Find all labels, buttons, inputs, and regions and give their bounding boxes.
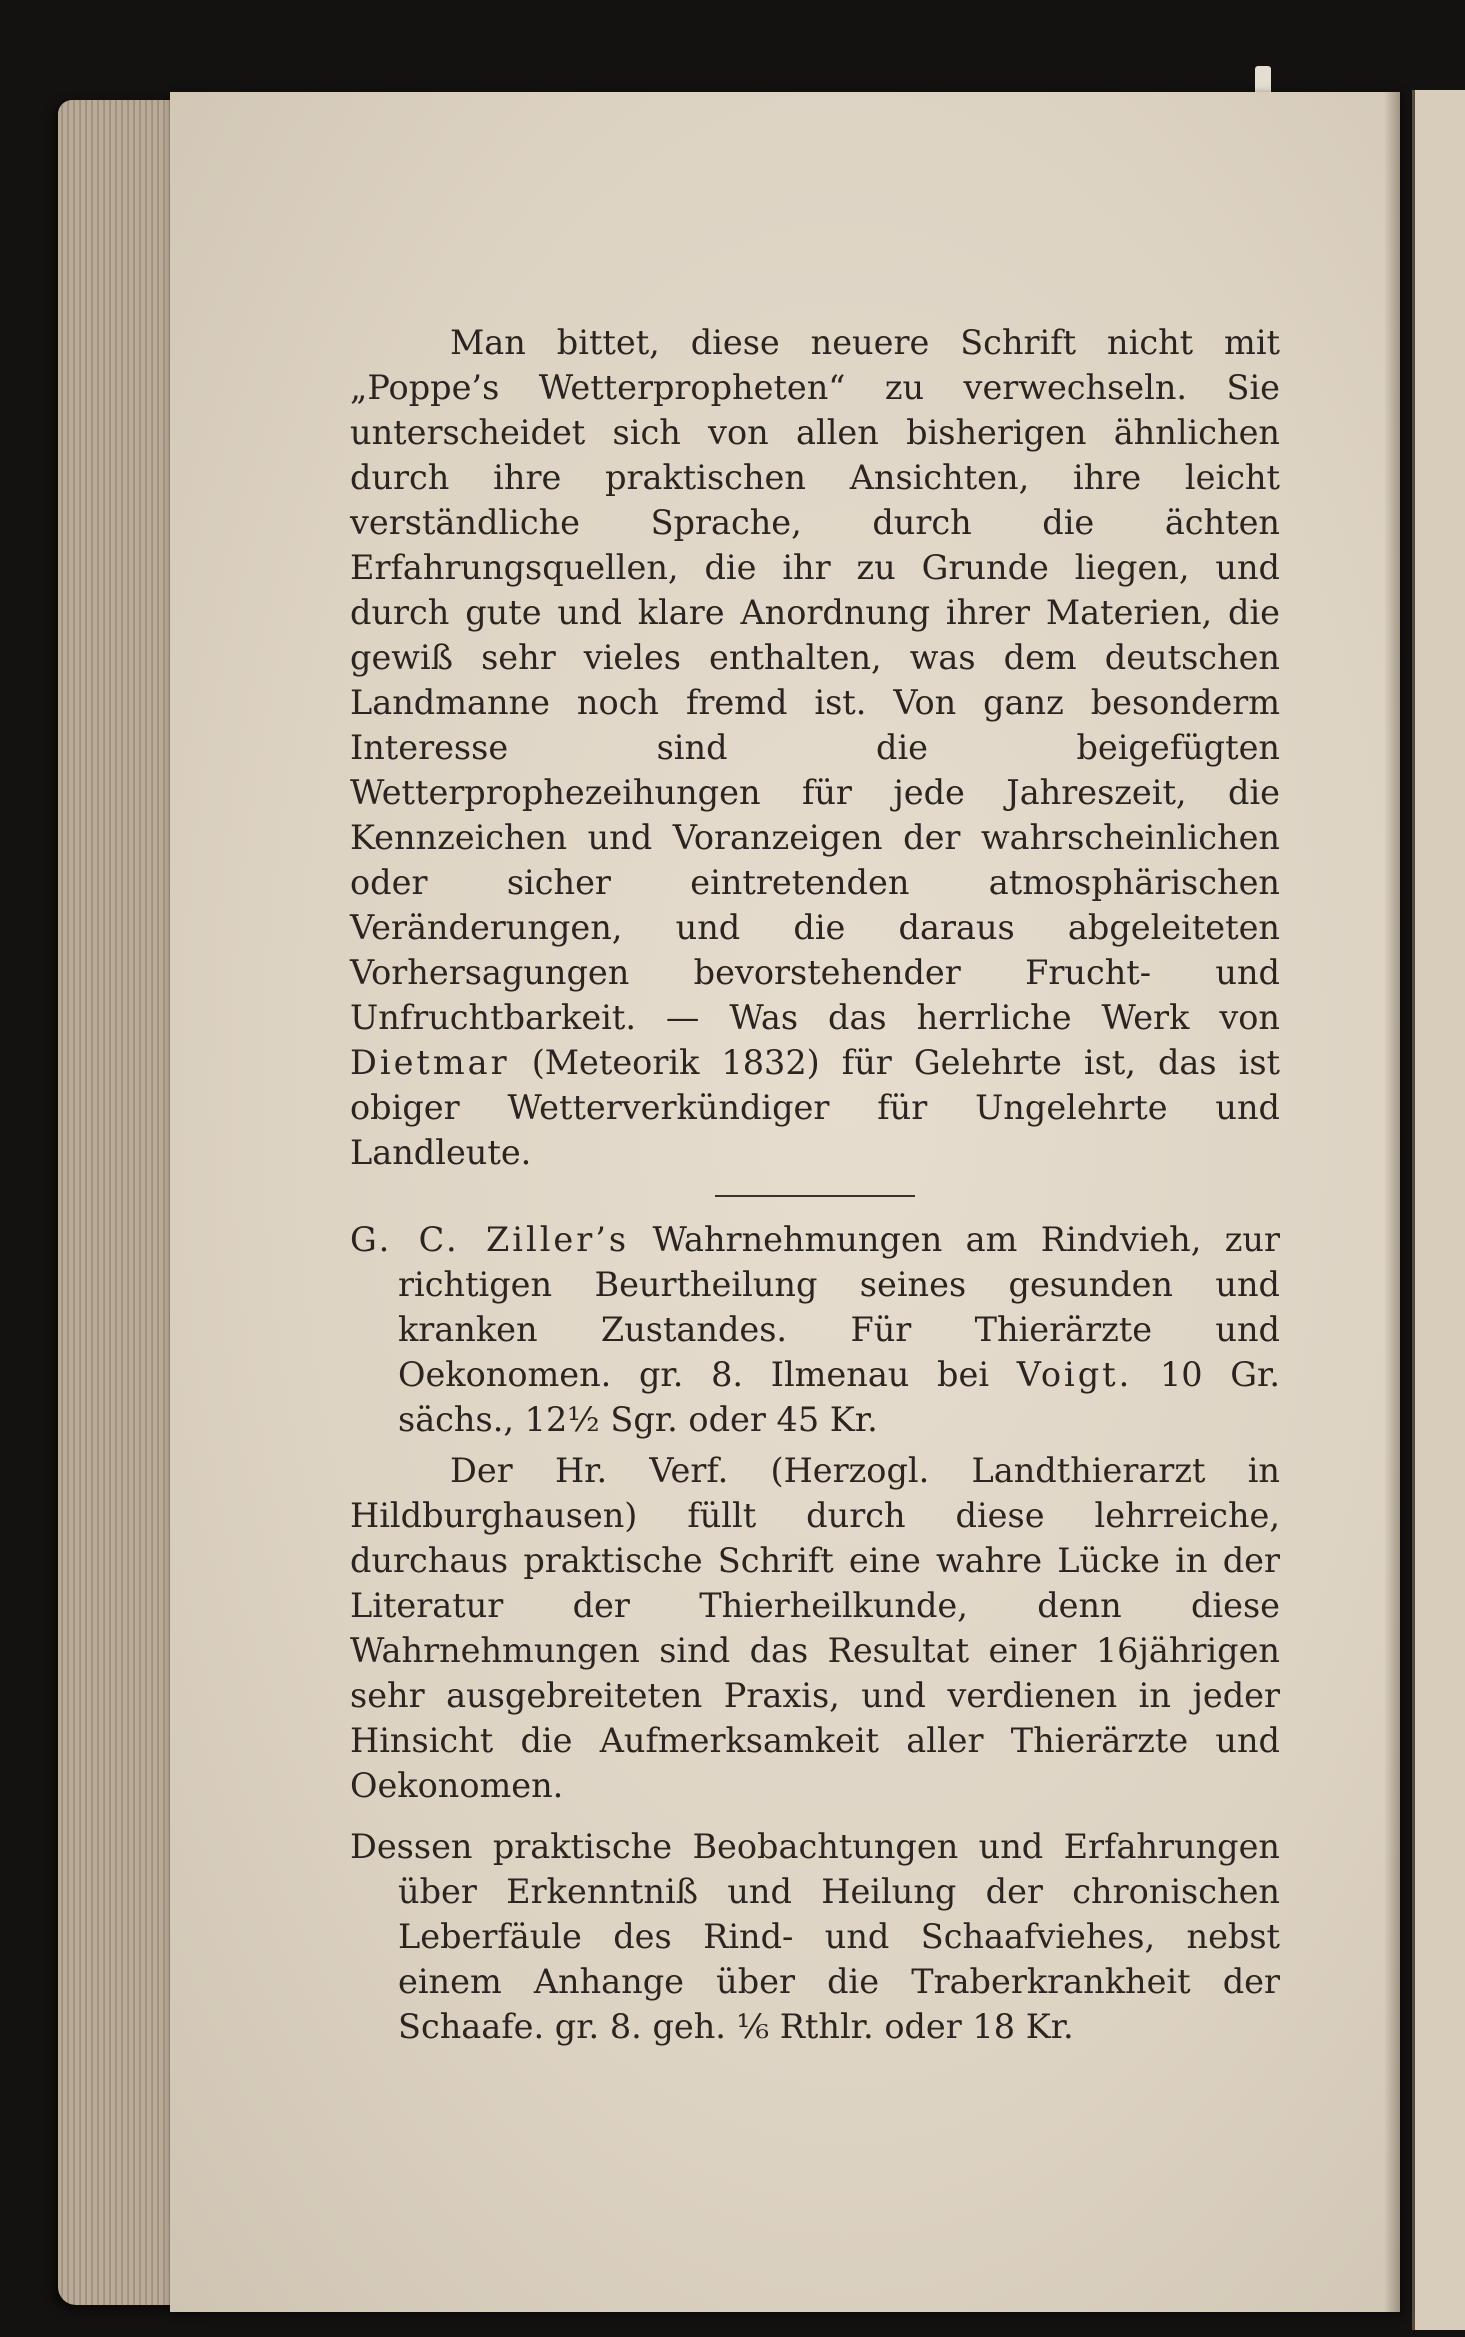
page-gutter [1384,92,1400,2312]
entry-title: Wahrnehmungen am Rindvieh, zur richtigen Beurtheilung seines gesunden und kranken Zustandes. Für Thierärzte und Oekonomen. gr. 8. Ilmenau bei [398,1220,1280,1394]
page-text [350,320,1280,2049]
entry-author: G. C. Ziller’s [350,1220,630,1259]
section-divider [715,1195,915,1197]
book-entry [350,1824,1280,2049]
entry-publisher: Voigt. [1016,1355,1133,1394]
paragraph-text-end: (Meteorik 1832) für Gelehrte ist, das ist obiger Wetterverkündiger für Ungelehrte und Landleute. [350,1043,1280,1172]
book-entry [350,1217,1280,1442]
entry-price: ⅙ Rthlr. oder 18 Kr. [736,2007,1074,2046]
advert-paragraph [350,320,1280,1175]
paragraph-text: Man bittet, diese neuere Schrift nicht mit „Poppe’s Wetterpropheten“ zu verwechseln. Sie unterscheidet sich von allen bisherigen ähnlichen durch ihre praktischen Ansichten, ihre leicht verständliche Sprache, durch die ächten Erfahrungsquellen, die ihr zu Grunde liegen, und durch gute und klare Anordnung ihrer Materien, die gewiß sehr vieles enthalten, was dem deutschen Landmanne noch fremd ist. Von ganz besonderm Interesse sind die beigefügten Wetterprophezeihungen für jede Jahreszeit, die Kennzeichen und Voranzeigen der wahrscheinlichen oder sicher eintretenden atmosphärischen Veränderungen, und die daraus abgeleiteten Vorhersagungen bevorstehender Frucht- und Unfruchtbarkeit. — Was das herrliche Werk von [350,323,1280,1037]
entry-title: Dessen praktische Beobachtungen und Erfahrungen über Erkenntniß und Heilung der chronischen Leberfäule des Rind- und Schaafviehes, nebst einem Anhange über die Traberkrankheit der Schaafe. gr. 8. geh. [350,1827,1280,2046]
entry-description: Der Hr. Verf. (Herzogl. Landthierarzt in Hildburghausen) füllt durch diese lehrreiche, durchaus praktische Schrift eine wahre Lücke in der Literatur der Thierheilkunde, denn diese Wahrnehmungen sind das Resultat einer 16jährigen sehr ausgebreiteten Praxis, und verdienen in jeder Hinsicht die Aufmerksamkeit aller Thierärzte und Oekonomen. [350,1451,1280,1805]
next-page-edge [1412,90,1465,2330]
author-name: Dietmar [350,1043,510,1082]
entry-price: 10 Gr. sächs., 12½ Sgr. oder 45 Kr. [398,1355,1280,1439]
